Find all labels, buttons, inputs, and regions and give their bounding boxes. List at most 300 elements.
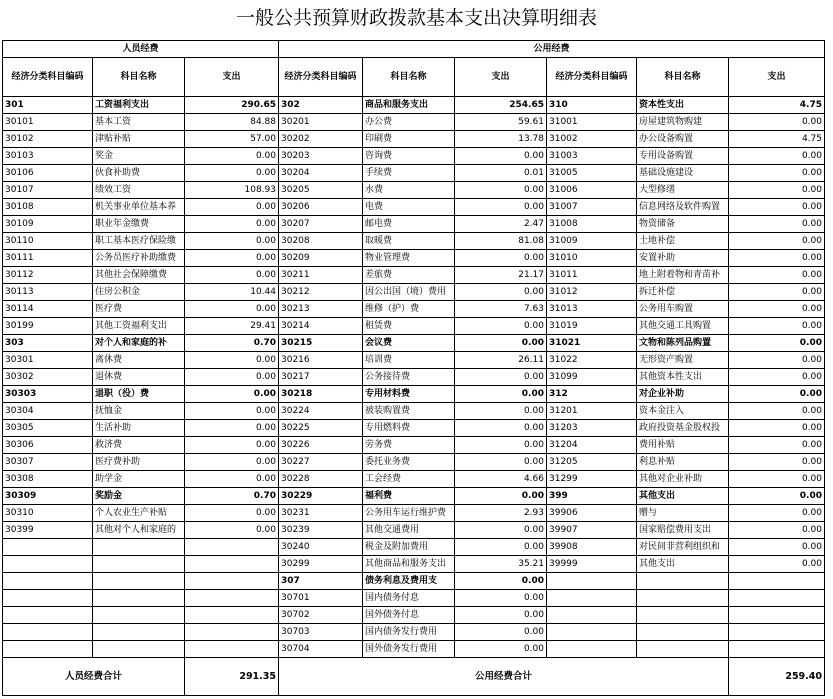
value-cell-3: 0.00 (729, 165, 825, 182)
code-cell-1: 30108 (3, 199, 93, 216)
name-cell-3: 基础设施建设 (637, 165, 729, 182)
code-cell-3: 31009 (547, 233, 637, 250)
table-row (3, 522, 825, 539)
col-name-2: 科目名称 (363, 58, 455, 97)
name-cell-3: 赠与 (637, 505, 729, 522)
code-cell-3 (547, 573, 637, 590)
name-cell-3: 大型修缮 (637, 182, 729, 199)
code-cell-3: 31001 (547, 114, 637, 131)
name-cell-2: 国外债务付息 (363, 607, 455, 624)
name-cell-3: 资本性支出 (637, 97, 729, 114)
name-cell-2: 劳务费 (363, 437, 455, 454)
value-cell-1 (185, 590, 279, 607)
name-cell-2: 委托业务费 (363, 454, 455, 471)
value-cell-3: 0.00 (729, 369, 825, 386)
value-cell-2: 4.66 (455, 471, 547, 488)
code-cell-2: 30204 (279, 165, 363, 182)
code-cell-1: 30103 (3, 148, 93, 165)
table-row (3, 284, 825, 301)
code-cell-3: 39999 (547, 556, 637, 573)
name-cell-1: 其他社会保障缴费 (93, 267, 185, 284)
code-cell-3: 31007 (547, 199, 637, 216)
value-cell-2: 59.61 (455, 114, 547, 131)
value-cell-2: 0.00 (455, 199, 547, 216)
name-cell-3: 其他资本性支出 (637, 369, 729, 386)
value-cell-2: 254.65 (455, 97, 547, 114)
code-cell-3: 31205 (547, 454, 637, 471)
code-cell-3: 31005 (547, 165, 637, 182)
value-cell-3 (729, 624, 825, 641)
value-cell-1: 0.00 (185, 216, 279, 233)
table-row (3, 131, 825, 148)
code-cell-3 (547, 624, 637, 641)
value-cell-1: 0.00 (185, 250, 279, 267)
code-cell-2: 30224 (279, 403, 363, 420)
code-cell-2: 30231 (279, 505, 363, 522)
name-cell-1 (93, 624, 185, 641)
table-row (3, 267, 825, 284)
code-cell-2: 30240 (279, 539, 363, 556)
name-cell-2: 商品和服务支出 (363, 97, 455, 114)
value-cell-2: 0.00 (455, 182, 547, 199)
value-cell-3: 0.00 (729, 471, 825, 488)
value-cell-2: 0.00 (455, 454, 547, 471)
value-cell-1: 108.93 (185, 182, 279, 199)
name-cell-1: 公务员医疗补助缴费 (93, 250, 185, 267)
value-cell-2: 0.00 (455, 573, 547, 590)
name-cell-1: 对个人和家庭的补 (93, 335, 185, 352)
value-cell-2: 0.00 (455, 488, 547, 505)
code-cell-1: 30112 (3, 267, 93, 284)
value-cell-1: 0.00 (185, 165, 279, 182)
code-cell-1: 30305 (3, 420, 93, 437)
code-cell-1: 30110 (3, 233, 93, 250)
value-cell-1: 290.65 (185, 97, 279, 114)
value-cell-1: 0.00 (185, 148, 279, 165)
code-cell-2: 30214 (279, 318, 363, 335)
code-cell-1: 30304 (3, 403, 93, 420)
name-cell-1: 职工基本医疗保险缴 (93, 233, 185, 250)
value-cell-3 (729, 573, 825, 590)
name-cell-1 (93, 556, 185, 573)
value-cell-3: 0.00 (729, 522, 825, 539)
value-cell-2: 0.01 (455, 165, 547, 182)
col-name-3: 科目名称 (637, 58, 729, 97)
value-cell-3: 0.00 (729, 114, 825, 131)
value-cell-3: 0.00 (729, 148, 825, 165)
code-cell-3: 31299 (547, 471, 637, 488)
value-cell-3: 0.00 (729, 539, 825, 556)
name-cell-3 (637, 641, 729, 658)
code-cell-2: 30227 (279, 454, 363, 471)
col-name-1: 科目名称 (93, 58, 185, 97)
value-cell-2: 2.93 (455, 505, 547, 522)
name-cell-1: 退休费 (93, 369, 185, 386)
col-expense-2: 支出 (455, 58, 547, 97)
value-cell-1: 0.00 (185, 199, 279, 216)
column-header-row (3, 58, 825, 97)
table-row (3, 505, 825, 522)
name-cell-2: 被装购置费 (363, 403, 455, 420)
code-cell-2: 30701 (279, 590, 363, 607)
public-header: 公用经费 (279, 41, 825, 58)
value-cell-2: 0.00 (455, 624, 547, 641)
name-cell-1 (93, 607, 185, 624)
code-cell-3: 31008 (547, 216, 637, 233)
code-cell-2: 30212 (279, 284, 363, 301)
public-total-label: 公用经费合计 (279, 658, 729, 696)
value-cell-1 (185, 607, 279, 624)
name-cell-2: 办公费 (363, 114, 455, 131)
name-cell-3: 信息网络及软件购置 (637, 199, 729, 216)
code-cell-2: 302 (279, 97, 363, 114)
table-row (3, 454, 825, 471)
name-cell-1: 个人农业生产补贴 (93, 505, 185, 522)
table-row (3, 573, 825, 590)
code-cell-1: 30303 (3, 386, 93, 403)
name-cell-1: 退职（役）费 (93, 386, 185, 403)
name-cell-1: 医疗费 (93, 301, 185, 318)
name-cell-2: 专用材料费 (363, 386, 455, 403)
code-cell-2: 307 (279, 573, 363, 590)
value-cell-3: 0.00 (729, 199, 825, 216)
table-row (3, 624, 825, 641)
table-row (3, 165, 825, 182)
name-cell-1: 奖金 (93, 148, 185, 165)
name-cell-1: 生活补助 (93, 420, 185, 437)
name-cell-3: 公务用车购置 (637, 301, 729, 318)
value-cell-2: 2.47 (455, 216, 547, 233)
value-cell-2: 13.78 (455, 131, 547, 148)
code-cell-1: 30308 (3, 471, 93, 488)
code-cell-1 (3, 539, 93, 556)
name-cell-3: 利息补贴 (637, 454, 729, 471)
code-cell-3: 31012 (547, 284, 637, 301)
name-cell-3: 拆迁补偿 (637, 284, 729, 301)
table-row (3, 318, 825, 335)
value-cell-1: 0.00 (185, 505, 279, 522)
code-cell-2: 30209 (279, 250, 363, 267)
code-cell-1: 30310 (3, 505, 93, 522)
table-row (3, 114, 825, 131)
name-cell-3: 其他对企业补助 (637, 471, 729, 488)
value-cell-2: 26.11 (455, 352, 547, 369)
value-cell-1: 0.00 (185, 522, 279, 539)
code-cell-2: 30217 (279, 369, 363, 386)
name-cell-1 (93, 573, 185, 590)
value-cell-3: 0.00 (729, 267, 825, 284)
code-cell-3: 31003 (547, 148, 637, 165)
group-header-row (3, 41, 825, 58)
table-row (3, 488, 825, 505)
name-cell-1: 奖励金 (93, 488, 185, 505)
value-cell-1: 0.00 (185, 471, 279, 488)
value-cell-1 (185, 539, 279, 556)
name-cell-1: 工资福利支出 (93, 97, 185, 114)
name-cell-1: 住房公积金 (93, 284, 185, 301)
name-cell-3: 国家赔偿费用支出 (637, 522, 729, 539)
name-cell-2: 公务用车运行维护费 (363, 505, 455, 522)
value-cell-3: 0.00 (729, 420, 825, 437)
name-cell-2: 因公出国（境）费用 (363, 284, 455, 301)
table-row (3, 471, 825, 488)
name-cell-3 (637, 590, 729, 607)
value-cell-1 (185, 641, 279, 658)
code-cell-2: 30205 (279, 182, 363, 199)
value-cell-1: 0.00 (185, 369, 279, 386)
code-cell-1 (3, 590, 93, 607)
code-cell-3: 39906 (547, 505, 637, 522)
code-cell-1: 30399 (3, 522, 93, 539)
table-row (3, 216, 825, 233)
value-cell-2: 35.21 (455, 556, 547, 573)
public-total-value: 259.40 (729, 658, 825, 696)
value-cell-2: 0.00 (455, 318, 547, 335)
code-cell-3: 31006 (547, 182, 637, 199)
name-cell-3 (637, 607, 729, 624)
code-cell-2: 30702 (279, 607, 363, 624)
name-cell-1: 救济费 (93, 437, 185, 454)
code-cell-3 (547, 641, 637, 658)
name-cell-2: 工会经费 (363, 471, 455, 488)
value-cell-3 (729, 590, 825, 607)
col-code-3: 经济分类科目编码 (547, 58, 637, 97)
code-cell-2: 30202 (279, 131, 363, 148)
code-cell-2: 30228 (279, 471, 363, 488)
code-cell-1: 30113 (3, 284, 93, 301)
name-cell-3: 安置补助 (637, 250, 729, 267)
value-cell-2: 21.17 (455, 267, 547, 284)
value-cell-1: 29.41 (185, 318, 279, 335)
name-cell-2: 国内债务付息 (363, 590, 455, 607)
code-cell-3: 31203 (547, 420, 637, 437)
name-cell-3: 其他支出 (637, 556, 729, 573)
name-cell-3 (637, 573, 729, 590)
name-cell-2: 其他交通费用 (363, 522, 455, 539)
value-cell-3: 4.75 (729, 97, 825, 114)
name-cell-3 (637, 624, 729, 641)
value-cell-2: 0.00 (455, 539, 547, 556)
name-cell-2: 印刷费 (363, 131, 455, 148)
value-cell-3: 0.00 (729, 284, 825, 301)
name-cell-1 (93, 590, 185, 607)
name-cell-3: 对民间非营利组织和 (637, 539, 729, 556)
value-cell-3: 0.00 (729, 301, 825, 318)
code-cell-3: 31204 (547, 437, 637, 454)
code-cell-2: 30218 (279, 386, 363, 403)
value-cell-3: 0.00 (729, 233, 825, 250)
code-cell-1: 30114 (3, 301, 93, 318)
table-row (3, 301, 825, 318)
table-row (3, 607, 825, 624)
value-cell-3: 0.00 (729, 488, 825, 505)
name-cell-1 (93, 539, 185, 556)
code-cell-2: 30704 (279, 641, 363, 658)
code-cell-3: 31002 (547, 131, 637, 148)
code-cell-3: 310 (547, 97, 637, 114)
name-cell-2: 水费 (363, 182, 455, 199)
name-cell-3: 无形资产购置 (637, 352, 729, 369)
name-cell-2: 电费 (363, 199, 455, 216)
name-cell-2: 邮电费 (363, 216, 455, 233)
value-cell-1: 0.00 (185, 437, 279, 454)
code-cell-3: 31011 (547, 267, 637, 284)
value-cell-3: 0.00 (729, 216, 825, 233)
expenditure-table (2, 40, 825, 696)
value-cell-2: 0.00 (455, 522, 547, 539)
name-cell-2: 取暖费 (363, 233, 455, 250)
value-cell-1 (185, 573, 279, 590)
value-cell-2: 0.00 (455, 403, 547, 420)
col-expense-1: 支出 (185, 58, 279, 97)
name-cell-1: 津贴补贴 (93, 131, 185, 148)
code-cell-3: 31201 (547, 403, 637, 420)
value-cell-1: 0.00 (185, 403, 279, 420)
code-cell-1 (3, 641, 93, 658)
code-cell-2: 30239 (279, 522, 363, 539)
name-cell-1: 绩效工资 (93, 182, 185, 199)
name-cell-3: 费用补贴 (637, 437, 729, 454)
value-cell-3: 0.00 (729, 505, 825, 522)
code-cell-1: 301 (3, 97, 93, 114)
value-cell-3: 0.00 (729, 386, 825, 403)
value-cell-2: 0.00 (455, 284, 547, 301)
table-row (3, 369, 825, 386)
code-cell-1: 30101 (3, 114, 93, 131)
value-cell-1: 0.00 (185, 454, 279, 471)
name-cell-3: 专用设备购置 (637, 148, 729, 165)
table-row (3, 352, 825, 369)
name-cell-1 (93, 641, 185, 658)
code-cell-1 (3, 556, 93, 573)
name-cell-2: 其他商品和服务支出 (363, 556, 455, 573)
name-cell-1: 基本工资 (93, 114, 185, 131)
code-cell-3 (547, 590, 637, 607)
code-cell-3: 39907 (547, 522, 637, 539)
table-row (3, 386, 825, 403)
name-cell-2: 福利费 (363, 488, 455, 505)
code-cell-3: 31099 (547, 369, 637, 386)
name-cell-2: 手续费 (363, 165, 455, 182)
code-cell-1: 30107 (3, 182, 93, 199)
code-cell-3: 31013 (547, 301, 637, 318)
code-cell-2: 30211 (279, 267, 363, 284)
personnel-header: 人员经费 (3, 41, 279, 58)
value-cell-1: 0.00 (185, 267, 279, 284)
name-cell-1: 离休费 (93, 352, 185, 369)
code-cell-1: 30301 (3, 352, 93, 369)
name-cell-1: 伙食补助费 (93, 165, 185, 182)
code-cell-2: 30203 (279, 148, 363, 165)
code-cell-1 (3, 573, 93, 590)
value-cell-3: 4.75 (729, 131, 825, 148)
name-cell-2: 培训费 (363, 352, 455, 369)
name-cell-1: 机关事业单位基本养 (93, 199, 185, 216)
name-cell-1: 其他工资福利支出 (93, 318, 185, 335)
name-cell-2: 税金及附加费用 (363, 539, 455, 556)
code-cell-2: 30703 (279, 624, 363, 641)
table-row (3, 182, 825, 199)
code-cell-2: 30208 (279, 233, 363, 250)
value-cell-1: 57.00 (185, 131, 279, 148)
name-cell-3: 土地补偿 (637, 233, 729, 250)
personnel-total-label: 人员经费合计 (3, 658, 185, 696)
name-cell-3: 其他支出 (637, 488, 729, 505)
value-cell-2: 0.00 (455, 437, 547, 454)
table-row (3, 97, 825, 114)
name-cell-3: 地上附着物和青苗补 (637, 267, 729, 284)
value-cell-1: 0.70 (185, 488, 279, 505)
table-row (3, 556, 825, 573)
value-cell-3: 0.00 (729, 335, 825, 352)
personnel-total-value: 291.35 (185, 658, 279, 696)
col-code-1: 经济分类科目编码 (3, 58, 93, 97)
value-cell-2: 0.00 (455, 335, 547, 352)
name-cell-2: 公务接待费 (363, 369, 455, 386)
name-cell-1: 职业年金缴费 (93, 216, 185, 233)
name-cell-2: 专用燃料费 (363, 420, 455, 437)
code-cell-1 (3, 624, 93, 641)
code-cell-1: 30309 (3, 488, 93, 505)
value-cell-2: 0.00 (455, 590, 547, 607)
table-row (3, 590, 825, 607)
code-cell-1: 30306 (3, 437, 93, 454)
value-cell-3: 0.00 (729, 454, 825, 471)
code-cell-3: 31010 (547, 250, 637, 267)
code-cell-3: 39908 (547, 539, 637, 556)
code-cell-3: 31019 (547, 318, 637, 335)
name-cell-3: 对企业补助 (637, 386, 729, 403)
code-cell-2: 30215 (279, 335, 363, 352)
value-cell-1: 0.00 (185, 386, 279, 403)
value-cell-2: 81.08 (455, 233, 547, 250)
name-cell-2: 租赁费 (363, 318, 455, 335)
table-row (3, 539, 825, 556)
table-row (3, 199, 825, 216)
value-cell-2: 0.00 (455, 641, 547, 658)
table-row (3, 403, 825, 420)
code-cell-2: 30207 (279, 216, 363, 233)
code-cell-2: 30213 (279, 301, 363, 318)
name-cell-1: 其他对个人和家庭的 (93, 522, 185, 539)
name-cell-3: 办公设备购置 (637, 131, 729, 148)
code-cell-1: 30106 (3, 165, 93, 182)
name-cell-2: 维修（护）费 (363, 301, 455, 318)
name-cell-3: 政府投资基金股权投 (637, 420, 729, 437)
code-cell-3: 31022 (547, 352, 637, 369)
code-cell-1: 30302 (3, 369, 93, 386)
value-cell-1: 0.00 (185, 352, 279, 369)
value-cell-3: 0.00 (729, 250, 825, 267)
code-cell-1: 30307 (3, 454, 93, 471)
value-cell-3 (729, 641, 825, 658)
table-row (3, 641, 825, 658)
code-cell-1: 30199 (3, 318, 93, 335)
value-cell-2: 0.00 (455, 148, 547, 165)
name-cell-2: 物业管理费 (363, 250, 455, 267)
value-cell-1: 10.44 (185, 284, 279, 301)
col-expense-3: 支出 (729, 58, 825, 97)
name-cell-3: 物资储备 (637, 216, 729, 233)
value-cell-2: 7.63 (455, 301, 547, 318)
name-cell-1: 抚恤金 (93, 403, 185, 420)
name-cell-2: 国外债务发行费用 (363, 641, 455, 658)
name-cell-3: 其他交通工具购置 (637, 318, 729, 335)
code-cell-2: 30201 (279, 114, 363, 131)
name-cell-1: 助学金 (93, 471, 185, 488)
col-code-2: 经济分类科目编码 (279, 58, 363, 97)
value-cell-1: 0.70 (185, 335, 279, 352)
